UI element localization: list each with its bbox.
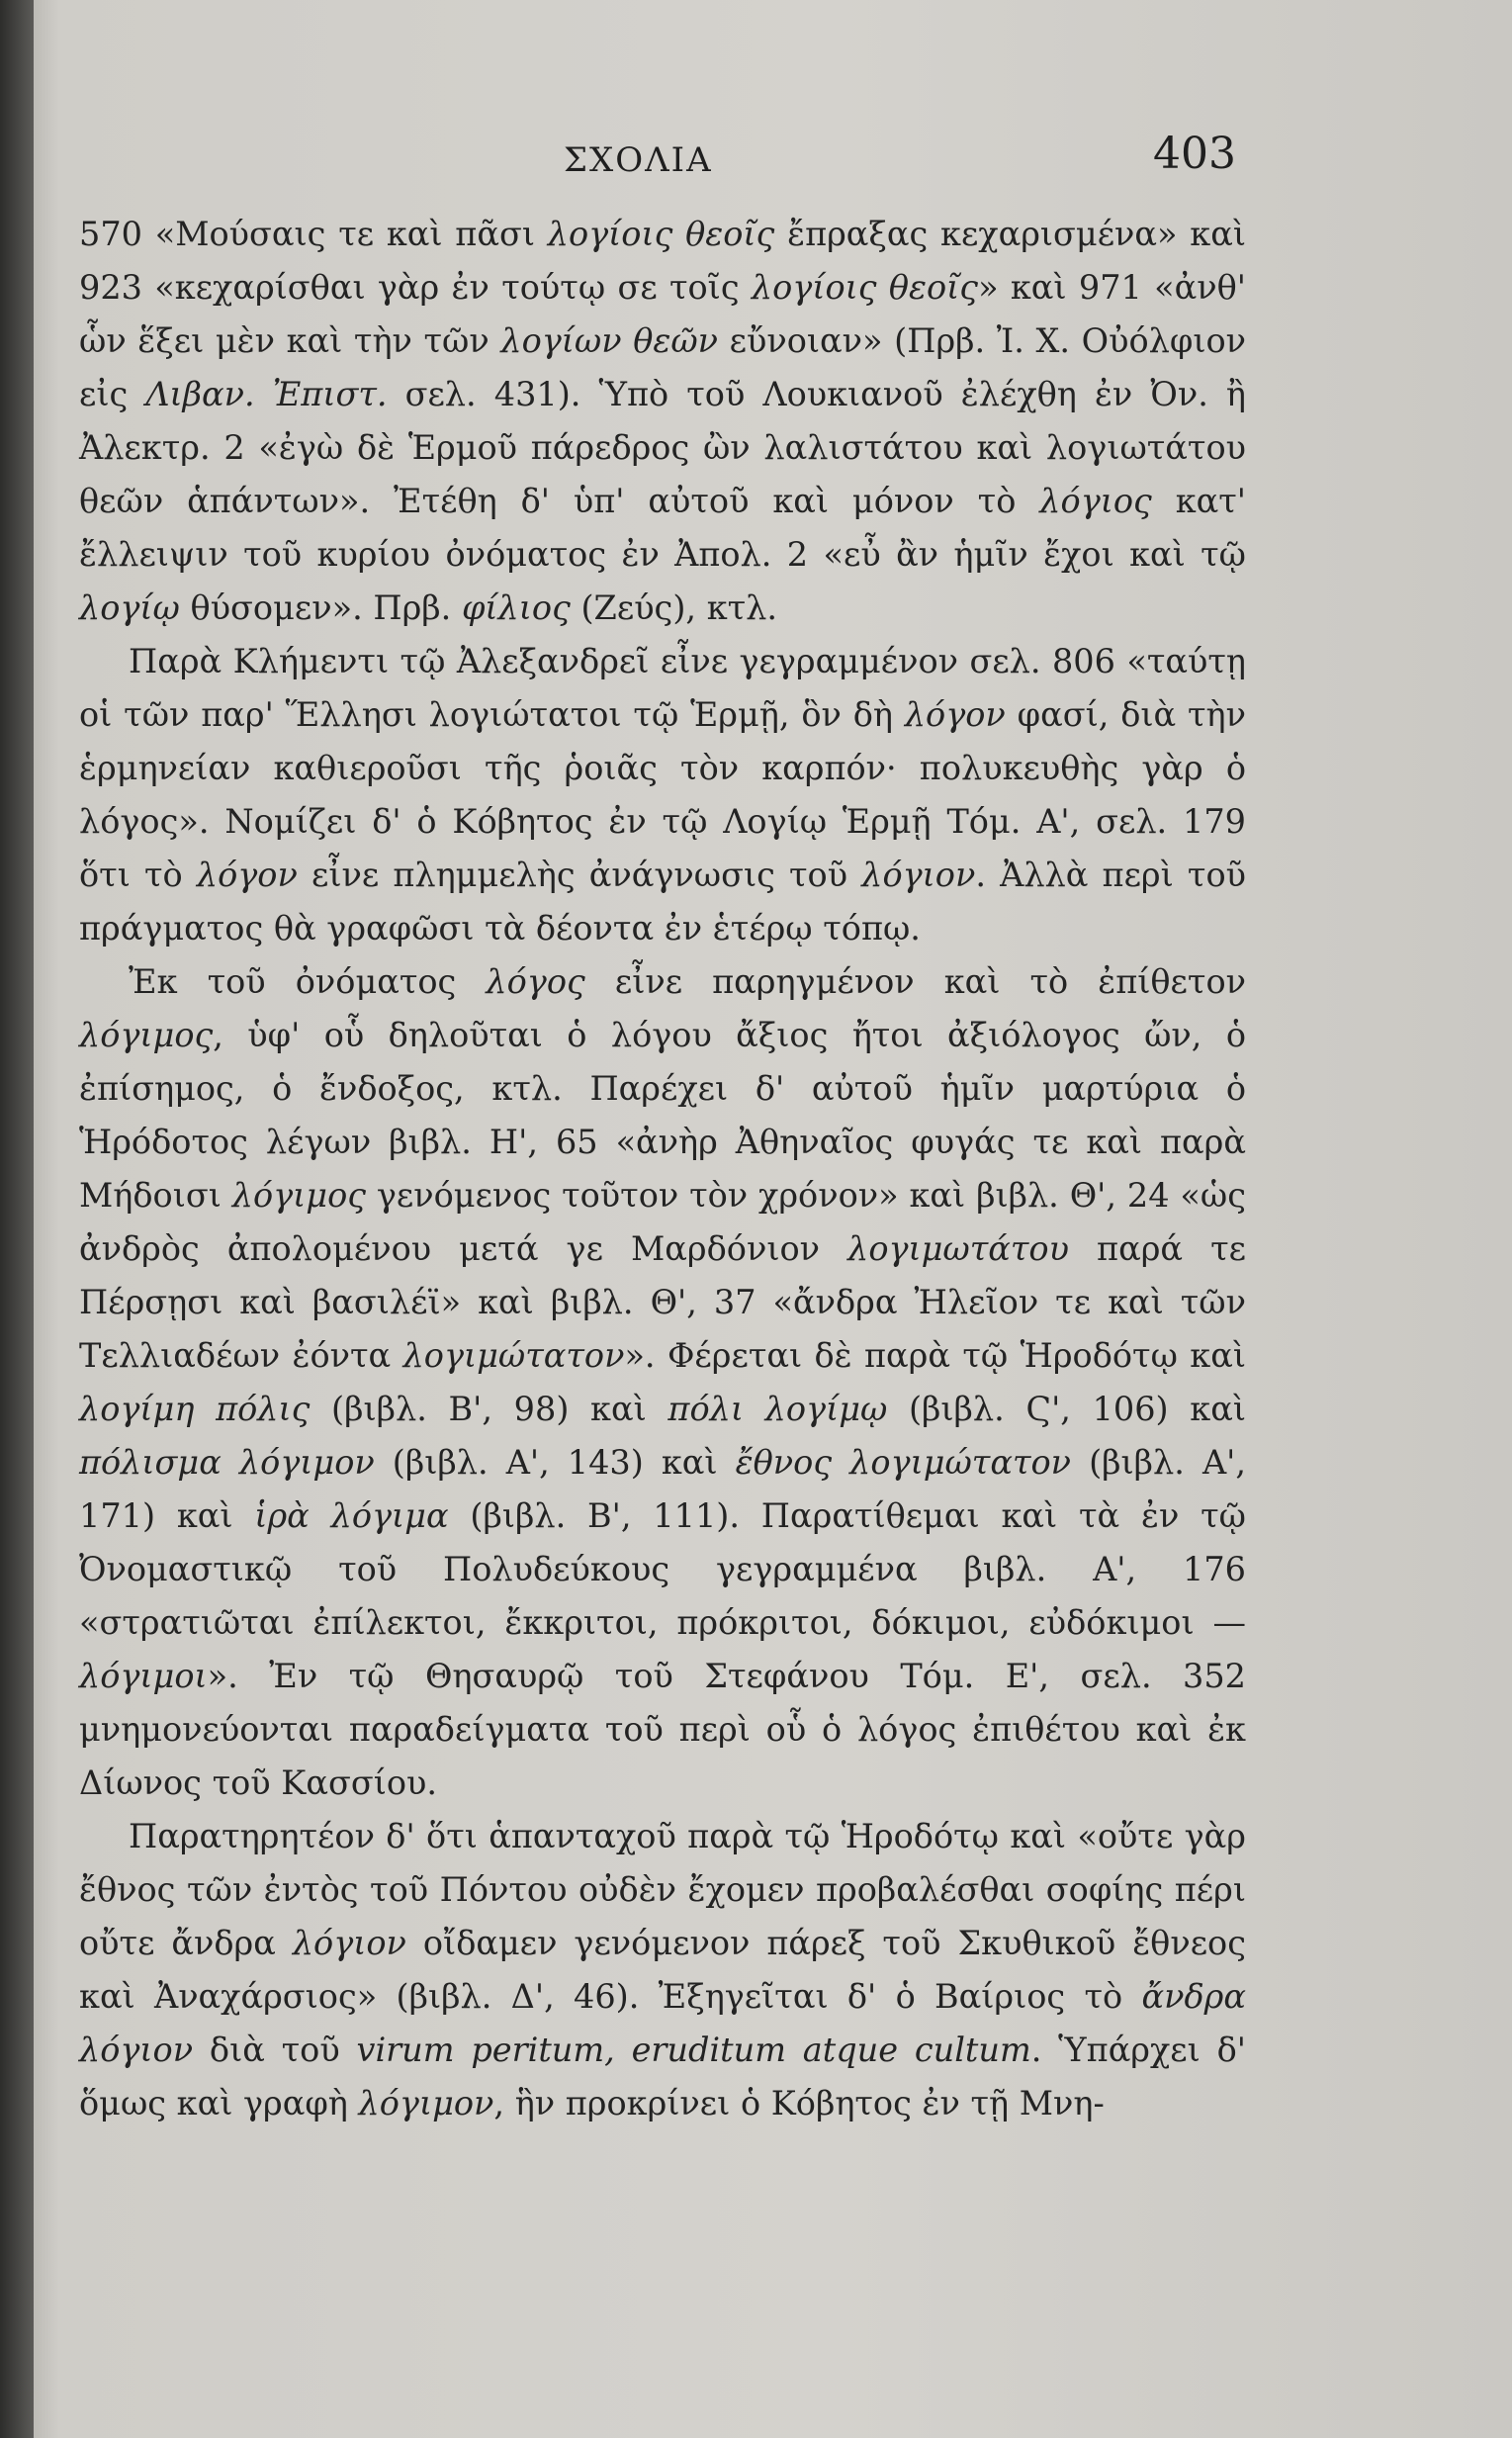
italic-term: λόγιμος — [231, 1176, 366, 1215]
paragraph — [79, 955, 1246, 1810]
italic-term: λογίων θεῶν — [500, 321, 719, 360]
italic-term: λόγιμος — [79, 1016, 214, 1054]
text-run: (βιβλ. Ϛ', 106) καὶ — [887, 1390, 1246, 1428]
paragraph — [79, 635, 1246, 955]
italic-term: λογίοις θεοῖς — [751, 268, 979, 307]
text-run: . Ὑπάρχει δ' ὅμως καὶ γραφὴ — [79, 2031, 1246, 2122]
italic-term: πόλι λογίμῳ — [667, 1390, 888, 1428]
italic-term: λόγιμοι — [79, 1657, 208, 1695]
text-run: Ἐκ τοῦ ὀνόματος — [129, 962, 487, 1001]
italic-term: λογίμη πόλις — [79, 1390, 311, 1428]
paragraph — [79, 208, 1246, 635]
text-run: εἶνε πλημμελὴς ἀνάγνωσις τοῦ — [297, 856, 862, 894]
page-content — [59, 69, 1256, 2384]
italic-term: ἔθνος λογιμώτατον — [735, 1443, 1072, 1482]
text-run: εἶνε παρηγμένον καὶ τὸ ἐπίθετον — [584, 962, 1246, 1001]
italic-term: λόγον — [196, 856, 298, 894]
italic-term: ἄνδρα λόγιον — [79, 1977, 1246, 2069]
italic-term: virum peritum, eruditum atque cultum — [356, 2031, 1031, 2069]
book-gutter — [0, 0, 34, 2438]
italic-term: λόγιμον — [358, 2084, 494, 2122]
text-run: (βιβλ. Β', 98) καὶ — [310, 1390, 668, 1428]
text-run: (Ζεύς), κτλ. — [570, 588, 778, 627]
text-run: , ἣν προκρίνει ὁ Κόβητος ἐν τῇ Μνη- — [493, 2084, 1105, 2122]
text-run: παρά τε Πέρσῃσι καὶ βασιλέϊ» καὶ βιβλ. Θ', 37 «ἄνδρα Ἠλεῖον τε καὶ τῶν Τελλιαδέων ἐόντα — [79, 1229, 1246, 1375]
text-run: διὰ τοῦ — [193, 2031, 357, 2069]
text-run: εὔνοιαν» (Πρβ. Ἰ. Χ. Οὐόλφιον εἰς — [79, 321, 1246, 413]
text-run: 570 «Μούσαις τε καὶ πᾶσι — [79, 215, 548, 253]
page-header — [59, 129, 1236, 198]
page-number: 403 — [1153, 129, 1236, 179]
text-run: (βιβλ. Α', 143) καὶ — [374, 1443, 736, 1482]
running-head: ΣΧΟΛΙΑ — [564, 140, 713, 180]
italic-term: λόγος — [486, 962, 585, 1001]
text-run: » καὶ 971 «ἀνθ' ὧν ἕξει μὲν καὶ τὴν τῶν — [79, 268, 1247, 360]
italic-term: λογίῳ — [79, 588, 180, 627]
italic-term: Λιβαν. Ἐπιστ. — [145, 375, 388, 413]
italic-term: πόλισμα λόγιμον — [79, 1443, 375, 1482]
italic-term: λόγιον — [861, 856, 976, 894]
text-run: ». Ἐν τῷ Θησαυρῷ τοῦ Στεφάνου Τόμ. Ε', σελ. 352 μνημονεύονται παραδείγματα τοῦ περὶ οὗ ὁ λόγος ἐπιθέτου καὶ ἐκ Δίωνος τοῦ Κασσίου. — [79, 1657, 1246, 1802]
italic-term: λόγιον — [292, 1924, 406, 1962]
text-run: (βιβλ. Α', 171) καὶ — [79, 1443, 1247, 1535]
italic-term: λογιμώτατον — [402, 1336, 625, 1375]
text-run: γενόμενος τοῦτον τὸν χρόνον» καὶ βιβλ. Θ', 24 «ὡς ἀνδρὸς ἀπολομένου μετά γε Μαρδόνιον — [79, 1176, 1246, 1268]
italic-term: φίλιος — [461, 588, 571, 627]
italic-term: ἱρὰ λόγιμα — [254, 1496, 449, 1535]
italic-term: λογίοις θεοῖς — [547, 215, 775, 253]
text-run: οἴδαμεν γενόμενον πάρεξ τοῦ Σκυθικοῦ ἔθνεος καὶ Ἀναχάρσιος» (βιβλ. Δ', 46). Ἐξηγεῖται δ' ὁ Βαίριος τὸ — [79, 1924, 1246, 2016]
italic-term: λόγιος — [1039, 482, 1152, 520]
paragraph — [79, 1810, 1246, 2130]
text-run: . Ἀλλὰ περὶ τοῦ πράγματος θὰ γραφῶσι τὰ δέοντα ἐν ἑτέρῳ τόπῳ. — [79, 856, 1246, 948]
italic-term: λόγον — [904, 695, 1006, 734]
italic-term: λογιμωτάτου — [847, 1229, 1069, 1268]
text-run: ἔπραξας κεχαρισμένα» καὶ 923 «κεχαρίσθαι γὰρ ἐν τούτῳ σε τοῖς — [79, 215, 1246, 307]
text-run: φασί, διὰ τὴν ἑρμηνείαν καθιεροῦσι τῆς ῥοιᾶς τὸν καρπόν· πολυκευθὴς γὰρ ὁ λόγος». Νομίζει δ' ὁ Κόβητος ἐν τῷ Λογίῳ Ἑρμῇ Τόμ. Α', σελ. 179 ὅτι τὸ — [79, 695, 1246, 894]
text-run: θύσομεν». Πρβ. — [179, 588, 462, 627]
text-run: ». Φέρεται δὲ παρὰ τῷ Ἡροδότῳ καὶ — [624, 1336, 1246, 1375]
text-run: (βιβλ. Β', 111). Παρατίθεμαι καὶ τὰ ἐν τῷ Ὀνομαστικῷ τοῦ Πολυδεύκους γεγραμμένα βιβλ. Α', 176 «στρατιῶται ἐπίλεκτοι, ἔκκριτοι, πρόκριτοι, δόκιμοι, εὐδόκιμοι — — [79, 1496, 1246, 1642]
text-run: Παρὰ Κλήμεντι τῷ Ἀλεξανδρεῖ εἶνε γεγραμμένον σελ. 806 «ταύτῃ οἱ τῶν παρ' Ἕλλησι λογιώτατοι τῷ Ἑρμῇ, ὃν δὴ — [79, 642, 1246, 734]
text-run: σελ. 431). Ὑπὸ τοῦ Λουκιανοῦ ἐλέχθη ἐν Ὀν. ἢ Ἀλεκτρ. 2 «ἐγὼ δὲ Ἑρμοῦ πάρεδρος ὢν λαλιστάτου καὶ λογιωτάτου θεῶν ἁπάντων». Ἐτέθη δ' ὑπ' αὐτοῦ καὶ μόνον τὸ — [79, 375, 1246, 520]
body-text — [79, 208, 1246, 2130]
text-run: , ὑφ' οὗ δηλοῦται ὁ λόγου ἄξιος ἤτοι ἀξιόλογος ὤν, ὁ ἐπίσημος, ὁ ἔνδοξος, κτλ. Παρέχει δ' αὐτοῦ ἡμῖν μαρτύρια ὁ Ἡρόδοτος λέγων βιβλ. Η', 65 «ἀνὴρ Ἀθηναῖος φυγάς τε καὶ παρὰ Μήδοισι — [79, 1016, 1246, 1215]
text-run: Παρατηρητέον δ' ὅτι ἁπανταχοῦ παρὰ τῷ Ἡροδότῳ καὶ «οὔτε γὰρ ἔθνος τῶν ἐντὸς τοῦ Πόντου οὐδὲν ἔχομεν προβαλέσθαι σοφίης πέρι οὔτε ἄνδρα — [79, 1817, 1246, 1962]
text-run: κατ' ἔλλειψιν τοῦ κυρίου ὀνόματος ἐν Ἀπολ. 2 «εὖ ἂν ἡμῖν ἔχοι καὶ τῷ — [79, 482, 1247, 574]
